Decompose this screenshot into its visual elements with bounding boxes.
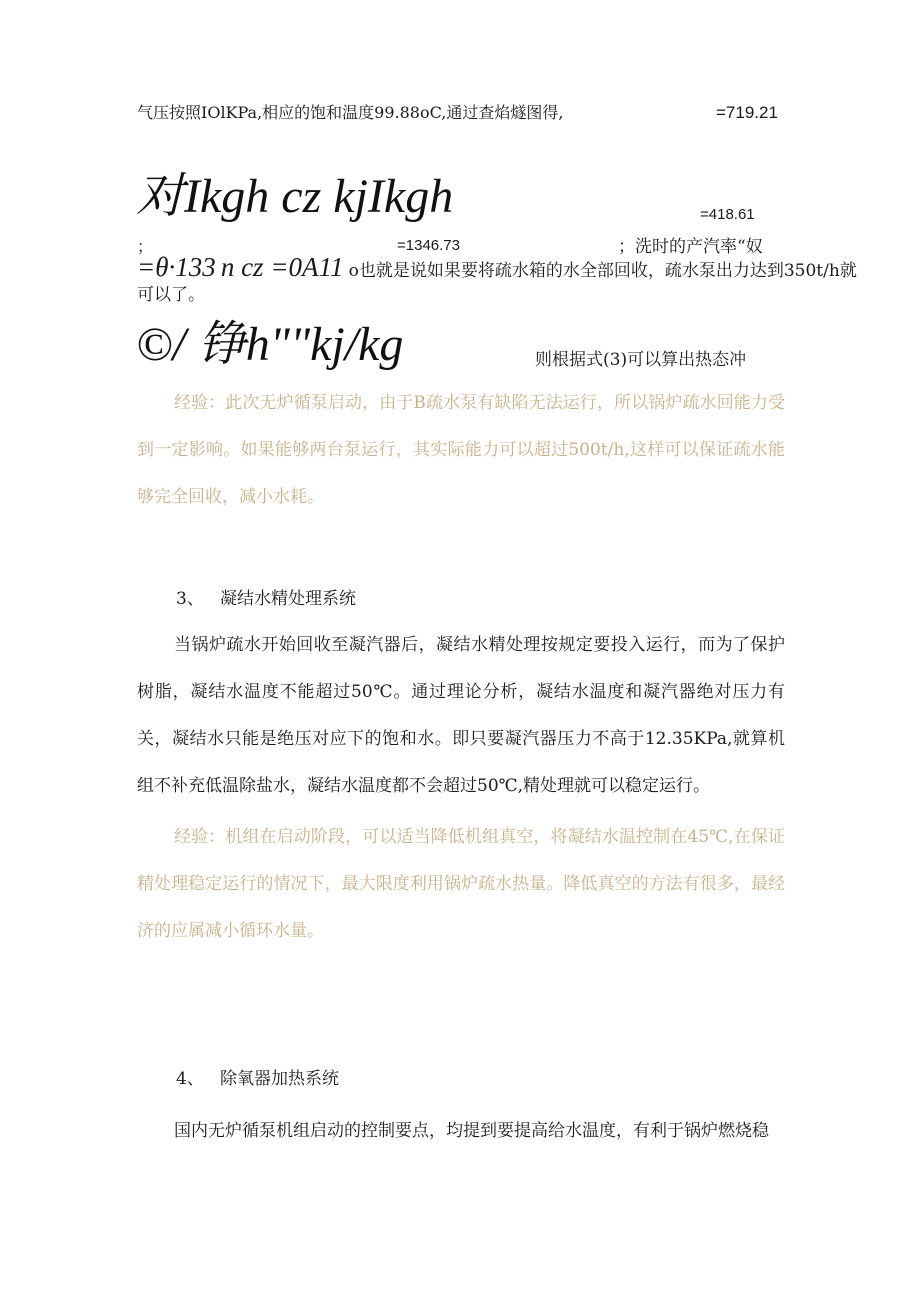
formula-line-mixed [137, 252, 857, 282]
text-line-pressure: 气压按照IOlKPa,相应的饱和温度99.88oC,通过查焰燧图得, [137, 103, 564, 122]
section-heading-3 [176, 588, 356, 610]
text-line-steam-rate: ；洗时的产汽率“奴 [618, 237, 763, 257]
section-number-4: 4、 [176, 1069, 204, 1089]
text-line-formula-ref: 则根据式(3)可以算出热态冲 [535, 350, 747, 370]
semicolon-mark: ； [137, 237, 154, 256]
formula-large-1: 对Ikgh cz kjIkgh [136, 170, 454, 223]
formula-sub: n cz =0A11 [220, 252, 344, 282]
formula-main: =θ·133 [137, 252, 216, 282]
value-418: =418.61 [700, 206, 755, 223]
paragraph-deaerator: 国内无炉循泵机组启动的控制要点，均提到要提高给水温度，有利于锅炉燃烧稳 [174, 1121, 769, 1141]
section-heading-4 [176, 1068, 339, 1090]
value-719: =719.21 [716, 103, 778, 122]
section-title-3: 凝结水精处理系统 [220, 589, 356, 609]
paragraph-condensate: 当锅炉疏水开始回收至凝汽器后，凝结水精处理按规定要投入运行，而为了保护树脂，凝结水温度不能超过50℃。通过理论分析，凝结水温度和凝汽器绝对压力有关，凝结水只能是绝压对应下的饱和水。即只要凝汽器压力不高于12.35KPa,就算机组不补充低温除盐水，凝结水温度都不会超过50℃,精处理就可以稳定运行。 [137, 635, 785, 796]
formula-large-2: ©/ 铮h""kj/kg [136, 318, 404, 371]
section-number-3: 3、 [176, 589, 204, 609]
section-title-4: 除氧器加热系统 [220, 1069, 339, 1089]
experience-note-1: 经验：此次无炉循泵启动，由于B疏水泵有缺陷无法运行，所以锅炉疏水回能力受到一定影响。如果能够两台泵运行，其实际能力可以超过500t∕h,这样可以保证疏水能够完全回收，减小水耗。 [137, 393, 785, 507]
text-line-pump-output: o也就是说如果要将疏水箱的水全部回收，疏水泵出力达到350t∕h就 [348, 261, 857, 281]
text-line-ok: 可以了。 [137, 285, 205, 305]
value-1346: =1346.73 [397, 237, 460, 254]
experience-note-2: 经验：机组在启动阶段，可以适当降低机组真空，将凝结水温控制在45℃,在保证精处理稳定运行的情况下，最大限度利用锅炉疏水热量。降低真空的方法有很多，最经济的应属减小循环水量。 [137, 827, 785, 941]
